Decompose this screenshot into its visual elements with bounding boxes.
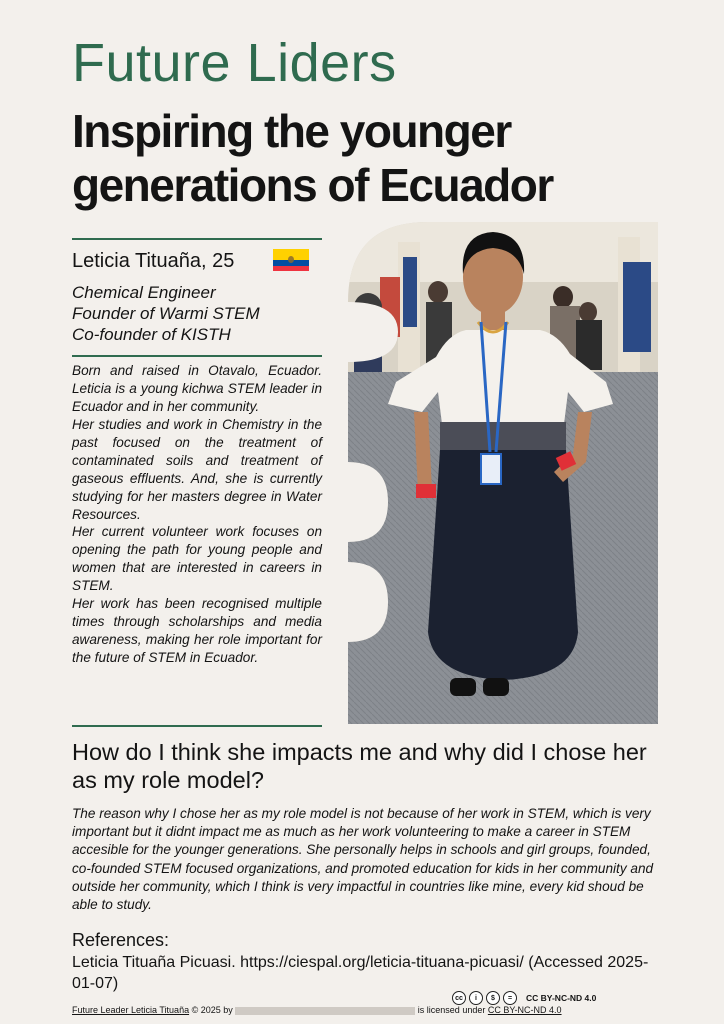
- kicker-title: Future Liders: [72, 33, 397, 93]
- divider-top: [72, 238, 322, 240]
- nc-icon: $: [486, 991, 500, 1005]
- portrait-photo: [348, 222, 658, 724]
- bio-text: [72, 362, 322, 667]
- bio-paragraph: Her studies and work in Chemistry in the past focused on the treatment of contaminated soils and treatment of gaseous effluents. And, she is currently studying for her masters degree in Water Resources.: [72, 416, 322, 522]
- footer-licensed: is licensed under: [417, 1005, 486, 1015]
- role-item: Chemical Engineer: [72, 283, 216, 302]
- role-item: Co-founder of KISTH: [72, 325, 231, 345]
- impact-question: How do I think she impacts me and why did I chose her as my role model?: [72, 739, 647, 794]
- work-title-link[interactable]: Future Leader Leticia Tituaña: [72, 1005, 190, 1015]
- bio-paragraph: Her work has been recognised multiple times through scholarships and media awareness, making her role important for the future of STEM in Ecuador.: [72, 596, 322, 665]
- cc-badge-text: CC BY-NC-ND 4.0: [526, 993, 597, 1003]
- divider-bio-top: [72, 355, 322, 357]
- footer-copyright: © 2025 by: [191, 1005, 233, 1015]
- page-headline: Inspiring the younger generations of Ecuador: [72, 105, 553, 212]
- nd-icon: =: [503, 991, 517, 1005]
- license-link[interactable]: CC BY-NC-ND 4.0: [487, 1005, 562, 1015]
- bio-paragraph: Born and raised in Otavalo, Ecuador. Leticia is a young kichwa STEM leader in Ecuador and in her community.: [72, 363, 322, 414]
- license-footer: [72, 1005, 562, 1015]
- profile-roles: [72, 282, 260, 345]
- divider-bio-bottom: [72, 725, 322, 727]
- profile-name: Leticia Tituaña, 25: [72, 250, 235, 272]
- impact-answer: The reason why I chose her as my role model is not because of her work in STEM, which is very important but it didnt impact me as much as her work volunteering to make a career in STEM accesible for the younger generations. She personally helps in schools and girl groups, founded, co-founded STEM focused organizations, and promoted education for kids in her community and outside her community, which I think is very impactful in countries like mine, every kid shoud be able to study.: [72, 806, 654, 913]
- references-title: References:: [72, 930, 170, 950]
- by-icon: i: [469, 991, 483, 1005]
- redacted-author: [235, 1007, 415, 1015]
- role-item: Founder of Warmi STEM: [72, 304, 260, 324]
- cc-license-badge: [452, 990, 596, 1006]
- bio-paragraph: Her current volunteer work focuses on opening the path for young people and women that are interested in careers in STEM.: [72, 524, 322, 594]
- reference-entry: Leticia Tituaña Picuasi. https://ciespal.org/leticia-tituana-picuasi/ (Accessed 2025-01-07): [72, 954, 649, 992]
- cc-icon: cc: [452, 991, 466, 1005]
- ecuador-flag-icon: [273, 249, 309, 271]
